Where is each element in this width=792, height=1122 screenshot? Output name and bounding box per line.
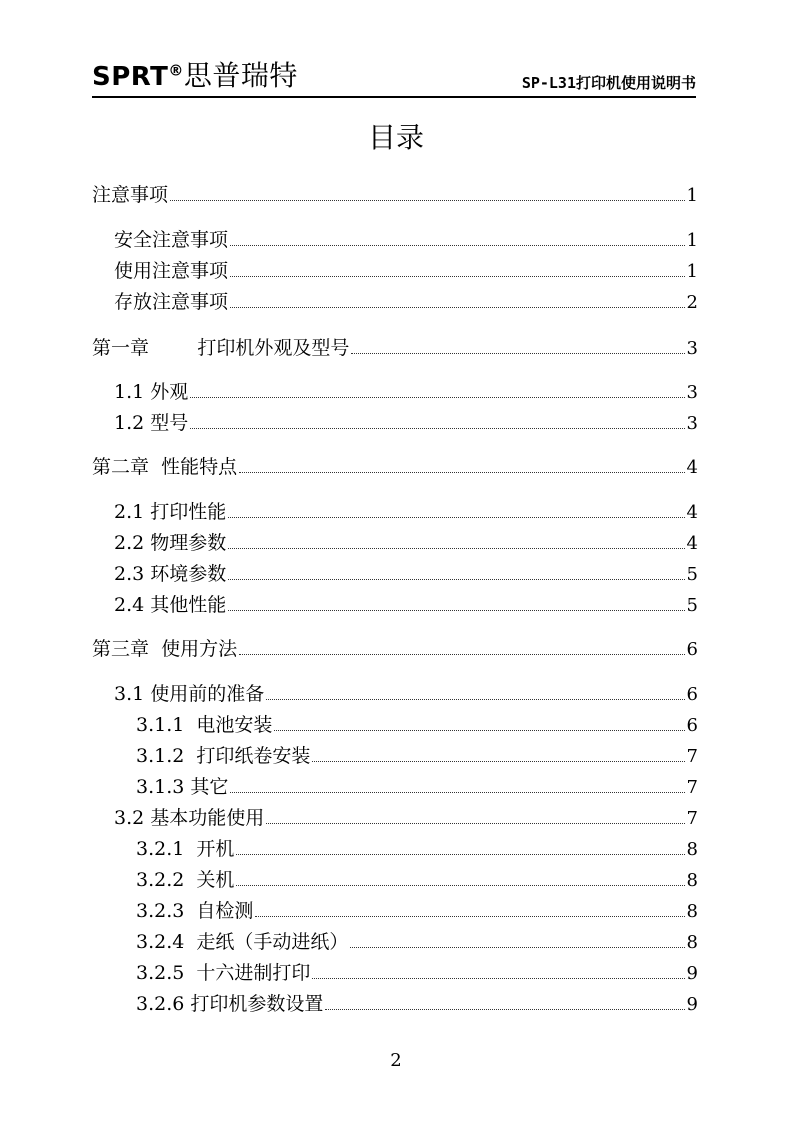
toc-entry[interactable] <box>114 409 698 437</box>
toc-entry[interactable] <box>114 378 698 406</box>
toc-leader-dots <box>230 307 685 308</box>
toc-entry-page: 7 <box>686 808 698 829</box>
toc-leader-dots <box>312 761 684 762</box>
toc-entry-label: 3.2.5 十六进制打印 <box>136 962 311 984</box>
brand-chinese: 思普瑞特 <box>183 59 298 92</box>
toc-entry-label: 注意事项 <box>92 184 169 206</box>
toc-entry-label: 3.1.1 电池安装 <box>136 714 273 736</box>
toc-entry-label: 2.3 环境参数 <box>114 563 227 585</box>
toc-leader-dots <box>230 792 684 793</box>
toc-entry[interactable] <box>114 804 698 832</box>
toc-entry[interactable] <box>92 635 698 663</box>
toc-entry[interactable] <box>136 866 698 894</box>
toc-leader-dots <box>190 428 684 429</box>
toc-entry[interactable] <box>136 835 698 863</box>
toc-leader-dots <box>255 916 684 917</box>
brand-latin: SPRT <box>92 62 169 92</box>
toc-entry[interactable] <box>114 226 698 254</box>
toc-entry-page: 4 <box>686 533 698 554</box>
toc-entry-label: 2.1 打印性能 <box>114 501 227 523</box>
toc-entry-page: 7 <box>686 746 698 767</box>
toc-leader-dots <box>239 654 684 655</box>
toc-leader-dots <box>351 353 684 354</box>
toc-entry[interactable] <box>92 453 698 481</box>
toc-entry[interactable] <box>114 288 698 316</box>
toc-entry-page: 1 <box>686 185 698 206</box>
toc-entry-page: 4 <box>686 502 698 523</box>
toc-leader-dots <box>170 200 685 201</box>
toc-entry[interactable] <box>114 257 698 285</box>
toc-entry-page: 4 <box>686 457 698 478</box>
toc-entry[interactable] <box>136 959 698 987</box>
toc-entry-label: 第三章 使用方法 <box>92 638 238 660</box>
toc-entry-page: 9 <box>686 994 698 1015</box>
toc-entry-page: 3 <box>686 338 698 359</box>
toc-entry-page: 5 <box>686 595 698 616</box>
toc-leader-dots <box>266 699 684 700</box>
toc-leader-dots <box>236 854 684 855</box>
toc-entry-label: 2.4 其他性能 <box>114 594 227 616</box>
toc-entry-label: 3.2 基本功能使用 <box>114 807 265 829</box>
toc-leader-dots <box>228 579 684 580</box>
toc-leader-dots <box>228 548 684 549</box>
toc-entry[interactable] <box>136 773 698 801</box>
toc-entry-page: 6 <box>686 715 698 736</box>
toc-leader-dots <box>239 472 684 473</box>
toc-entry-label: 3.2.3 自检测 <box>136 900 254 922</box>
toc-entry[interactable] <box>92 334 698 362</box>
toc-leader-dots <box>325 1009 684 1010</box>
toc-entry-label: 第一章 打印机外观及型号 <box>92 337 350 359</box>
toc-entry[interactable] <box>92 181 698 209</box>
toc-entry-page: 6 <box>686 684 698 705</box>
toc-leader-dots <box>350 947 684 948</box>
toc-entry[interactable] <box>136 742 698 770</box>
toc-entry-label: 安全注意事项 <box>114 229 229 251</box>
toc-entry[interactable] <box>136 990 698 1018</box>
page-header <box>92 60 696 98</box>
toc-entry-page: 1 <box>686 261 698 282</box>
toc-entry-page: 7 <box>686 777 698 798</box>
toc-entry-page: 6 <box>686 639 698 660</box>
toc-entry-label: 3.2.2 关机 <box>136 869 235 891</box>
toc-entry-page: 1 <box>686 230 698 251</box>
registered-mark: ® <box>168 61 184 80</box>
toc-leader-dots <box>236 885 684 886</box>
toc-entry-label: 2.2 物理参数 <box>114 532 227 554</box>
toc-entry-page: 2 <box>686 292 698 313</box>
toc-entry-label: 3.2.1 开机 <box>136 838 235 860</box>
toc-entry-label: 3.2.4 走纸（手动进纸） <box>136 931 349 953</box>
manual-title: SP-L31打印机使用说明书 <box>521 74 696 92</box>
toc-leader-dots <box>266 823 684 824</box>
toc-title: 目录 <box>367 121 424 154</box>
toc-entry-label: 第二章 性能特点 <box>92 456 238 478</box>
toc-leader-dots <box>230 245 685 246</box>
toc-entry-page: 8 <box>686 901 698 922</box>
toc-entry[interactable] <box>114 529 698 557</box>
toc-entry-page: 8 <box>686 839 698 860</box>
toc-entry[interactable] <box>136 928 698 956</box>
toc-leader-dots <box>228 610 684 611</box>
toc-entry-label: 3.1 使用前的准备 <box>114 683 265 705</box>
toc-leader-dots <box>274 730 684 731</box>
toc-entry-label: 3.1.2 打印纸卷安装 <box>136 745 311 767</box>
toc-entry-label: 1.2 型号 <box>114 412 189 434</box>
page-number: 2 <box>390 1050 402 1071</box>
toc-entry[interactable] <box>114 560 698 588</box>
toc-leader-dots <box>230 276 685 277</box>
toc-entry[interactable] <box>114 680 698 708</box>
toc-entry-label: 使用注意事项 <box>114 260 229 282</box>
toc-entry[interactable] <box>136 711 698 739</box>
toc-entry-page: 5 <box>686 564 698 585</box>
toc-entry-page: 3 <box>686 413 698 434</box>
brand-logo <box>92 54 298 94</box>
toc-entry[interactable] <box>114 591 698 619</box>
toc-entry-label: 存放注意事项 <box>114 291 229 313</box>
toc-entry-page: 3 <box>686 382 698 403</box>
toc-entry-label: 3.1.3 其它 <box>136 776 229 798</box>
toc-entry-label: 1.1 外观 <box>114 381 189 403</box>
toc-leader-dots <box>312 978 684 979</box>
toc-entry[interactable] <box>114 498 698 526</box>
toc-entry[interactable] <box>136 897 698 925</box>
toc-entry-page: 8 <box>686 932 698 953</box>
toc-leader-dots <box>228 517 684 518</box>
toc-leader-dots <box>190 397 684 398</box>
toc-entry-page: 9 <box>686 963 698 984</box>
toc-entry-page: 8 <box>686 870 698 891</box>
toc-entry-label: 3.2.6 打印机参数设置 <box>136 993 324 1015</box>
